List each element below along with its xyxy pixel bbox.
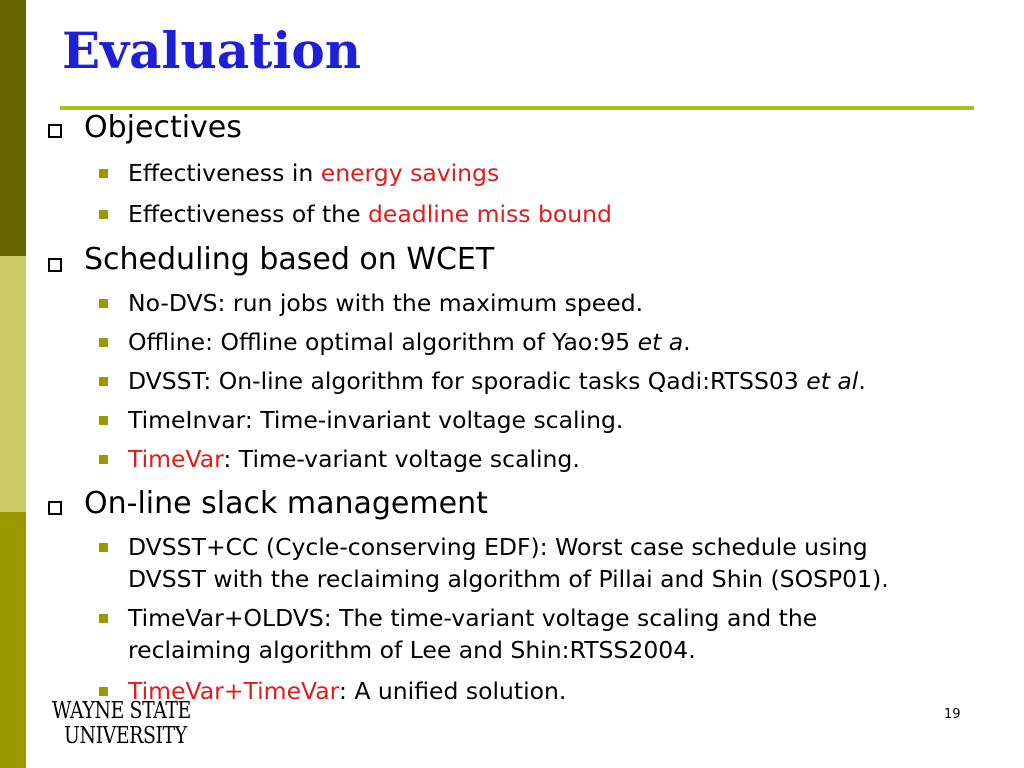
- side-band-middle: [0, 256, 26, 512]
- bullet-dvsst: [128, 365, 866, 397]
- bullet-line: reclaiming algorithm of Lee and Shin:RTSS2004.: [128, 636, 696, 664]
- highlight-text: TimeVar+TimeVar: [128, 677, 339, 705]
- hollow-square-bullet-icon: [48, 501, 62, 515]
- filled-square-bullet-icon: [99, 687, 108, 696]
- bullet-suffix: : Time-variant voltage scaling.: [223, 445, 580, 473]
- highlight-text: deadline miss bound: [368, 200, 612, 228]
- page-number: 19: [944, 707, 961, 722]
- side-band-top: [0, 0, 26, 256]
- filled-square-bullet-icon: [99, 614, 108, 623]
- filled-square-bullet-icon: [99, 416, 108, 425]
- bullet-timevar-oldvs: [128, 602, 817, 666]
- bullet-line: TimeVar+OLDVS: The time-variant voltage scaling and the: [128, 604, 818, 632]
- bullet-energy-savings: [128, 157, 499, 189]
- filled-square-bullet-icon: [99, 377, 108, 386]
- filled-square-bullet-icon: [99, 210, 108, 219]
- highlight-text: TimeVar: [128, 445, 224, 473]
- filled-square-bullet-icon: [99, 543, 108, 552]
- bullet-dvsst-cc: [128, 531, 889, 595]
- highlight-text: energy savings: [320, 159, 500, 187]
- filled-square-bullet-icon: [99, 455, 108, 464]
- hollow-square-bullet-icon: [48, 124, 62, 138]
- filled-square-bullet-icon: [99, 299, 108, 308]
- bullet-suffix: .: [858, 367, 866, 395]
- filled-square-bullet-icon: [99, 338, 108, 347]
- bullet-timevar: [128, 443, 580, 475]
- wayne-state-logo: [52, 700, 221, 748]
- bullet-line: DVSST with the reclaiming algorithm of Pillai and Shin (SOSP01).: [128, 565, 889, 593]
- bullet-offline: [128, 326, 691, 358]
- bullet-no-dvs: No-DVS: run jobs with the maximum speed.: [128, 289, 644, 317]
- bullet-text: Effectiveness of the: [128, 200, 368, 228]
- bullet-suffix: : A unified solution.: [338, 677, 567, 705]
- bullet-text: Offline: Offline optimal algorithm of Yao:95: [128, 328, 638, 356]
- slide-title: Evaluation: [62, 21, 362, 80]
- section-slack-management: On-line slack management: [84, 486, 488, 521]
- logo-line-2: UNIVERSITY: [64, 723, 187, 749]
- hollow-square-bullet-icon: [48, 258, 62, 272]
- bullet-text: DVSST: On-line algorithm for sporadic tasks Qadi:RTSS03: [128, 367, 807, 395]
- bullet-suffix: .: [683, 328, 691, 356]
- bullet-text: Effectiveness in: [128, 159, 321, 187]
- italic-text: et al: [806, 367, 859, 395]
- side-band-bottom: [0, 512, 26, 768]
- bullet-timeinvar: TimeInvar: Time-invariant voltage scaling.: [128, 406, 624, 434]
- bullet-deadline-miss-bound: [128, 198, 612, 230]
- bullet-line: DVSST+CC (Cycle-conserving EDF): Worst case schedule using: [128, 533, 868, 561]
- italic-text: et a: [637, 328, 684, 356]
- logo-line-1: WAYNE STATE: [52, 698, 191, 724]
- section-scheduling-wcet: Scheduling based on WCET: [84, 242, 495, 277]
- section-objectives: Objectives: [84, 110, 242, 145]
- filled-square-bullet-icon: [99, 169, 108, 178]
